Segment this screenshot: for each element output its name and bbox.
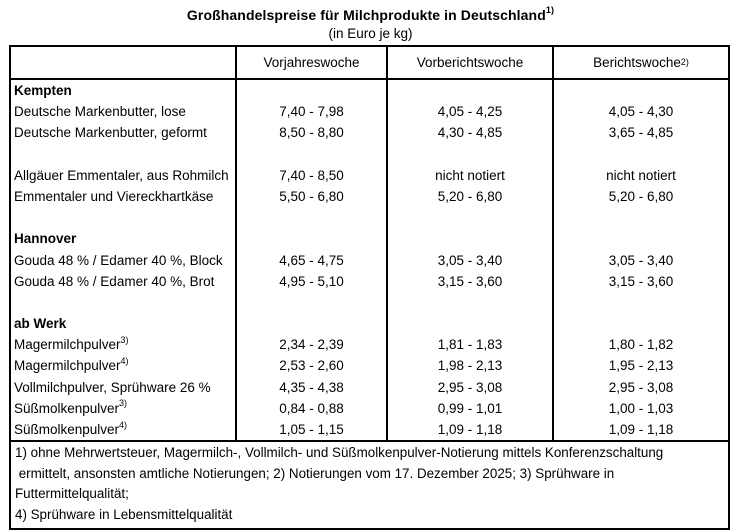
footnote-line: 4) Sprühware in Lebensmittelqualität (15, 506, 233, 522)
row-value (237, 313, 388, 334)
row-value (554, 207, 728, 228)
data-row (11, 122, 728, 143)
row-label (11, 334, 237, 355)
row-value: 0,84 - 0,88 (237, 398, 388, 419)
row-label (11, 250, 237, 271)
row-value (388, 80, 554, 101)
row-value: 1,05 - 1,15 (237, 419, 388, 440)
row-label (11, 228, 237, 249)
price-table (9, 45, 730, 530)
row-value (388, 313, 554, 334)
data-row (11, 377, 728, 398)
footnote-line: ermittelt, ansonsten amtliche Notierungen; 2) Notierungen vom 17. Dezember 2025; 3) Sprühware in Futtermittelqualität; (15, 465, 618, 502)
row-value: 7,40 - 8,50 (237, 165, 388, 186)
row-label (11, 186, 237, 207)
row-label (11, 398, 237, 419)
row-label (11, 101, 237, 122)
row-label (11, 165, 237, 186)
row-value: 1,98 - 2,13 (388, 355, 554, 376)
page-subtitle: (in Euro je kg) (328, 26, 413, 41)
row-value: 2,34 - 2,39 (237, 334, 388, 355)
row-value: 2,53 - 2,60 (237, 355, 388, 376)
footnote-marker: 4) (120, 355, 129, 366)
row-value: 1,80 - 1,82 (608, 337, 674, 353)
spacer-row (11, 292, 728, 313)
row-value: 3,05 - 3,40 (388, 250, 554, 271)
col-header-empty (11, 47, 237, 78)
row-label (11, 80, 237, 101)
row-value: 1,95 - 2,13 (608, 358, 674, 374)
row-label (11, 292, 237, 313)
section-row (11, 228, 728, 249)
data-row (11, 398, 728, 419)
row-label (11, 419, 237, 440)
row-value (388, 228, 554, 249)
table-body (11, 80, 728, 440)
row-value: nicht notiert (606, 167, 676, 183)
col-header-vorberichtswoche: Vorberichtswoche (388, 47, 554, 78)
row-value: 1,09 - 1,18 (388, 419, 554, 440)
row-value (237, 207, 388, 228)
row-label-text: Emmentaler und Viereckhartkäse (14, 188, 214, 204)
row-value: nicht notiert (388, 165, 554, 186)
section-row (11, 80, 728, 101)
row-value: 0,99 - 1,01 (388, 398, 554, 419)
footnote-marker: 4) (119, 419, 128, 430)
row-label (11, 207, 237, 228)
data-row (11, 334, 728, 355)
spacer-row (11, 144, 728, 165)
data-row (11, 271, 728, 292)
col-header-vorjahreswoche: Vorjahreswoche (237, 47, 388, 78)
section-row (11, 313, 728, 334)
row-label (11, 313, 237, 334)
row-value (388, 144, 554, 165)
row-value: 4,30 - 4,85 (388, 122, 554, 143)
page-title-text: Großhandelspreise für Milchprodukte in Deutschland (186, 7, 546, 23)
row-label-text: Süßmolkenpulver (14, 422, 120, 437)
row-value: 4,05 - 4,25 (388, 101, 554, 122)
row-value: 3,15 - 3,60 (388, 271, 554, 292)
row-value: 2,95 - 3,08 (608, 379, 674, 395)
row-value (554, 228, 728, 249)
row-label-text: Süßmolkenpulver (14, 400, 120, 416)
spacer-row (11, 207, 728, 228)
data-row (11, 101, 728, 122)
footnotes (11, 440, 728, 527)
row-value: 2,95 - 3,08 (388, 377, 554, 398)
footnote-marker: 3) (119, 398, 128, 409)
footnote-marker: 3) (120, 334, 129, 345)
row-value: 3,15 - 3,60 (608, 273, 674, 289)
col-header-berichtswoche-text: Berichtswoche (593, 55, 681, 70)
row-value: 1,81 - 1,83 (388, 334, 554, 355)
row-value: 3,05 - 3,40 (608, 252, 674, 268)
col-header-berichtswoche: Berichtswoche $^{2)}$ (593, 55, 689, 70)
row-value (237, 80, 388, 101)
row-value (554, 144, 728, 165)
row-value: 4,95 - 5,10 (237, 271, 388, 292)
row-value (554, 313, 728, 334)
row-label (11, 355, 237, 376)
row-label-text: Gouda 48 % / Edamer 40 %, Brot (14, 273, 215, 289)
row-value: 1,00 - 1,03 (608, 400, 674, 416)
row-label-text: Deutsche Markenbutter, geformt (14, 125, 207, 141)
row-label-text: Magermilchpulver (14, 358, 121, 374)
row-label (11, 144, 237, 165)
row-label (11, 122, 237, 143)
row-label-text: Kempten (14, 83, 72, 98)
data-row (11, 355, 728, 376)
row-value: 5,20 - 6,80 (388, 186, 554, 207)
row-label-text: Allgäuer Emmentaler, aus Rohmilch (14, 167, 229, 183)
page-title (0, 7, 741, 23)
row-label (11, 271, 237, 292)
row-value (554, 292, 728, 313)
row-value: 4,35 - 4,38 (237, 377, 388, 398)
row-value: 4,05 - 4,30 (608, 104, 674, 120)
data-row (11, 186, 728, 207)
row-label-text: Magermilchpulver (14, 337, 121, 353)
row-value (388, 292, 554, 313)
row-value: 4,65 - 4,75 (237, 250, 388, 271)
row-value: 5,50 - 6,80 (237, 186, 388, 207)
row-value: 7,40 - 7,98 (237, 101, 388, 122)
title-footnote-marker: 1) (545, 5, 555, 16)
row-value (237, 144, 388, 165)
row-label-text: Deutsche Markenbutter, lose (14, 104, 186, 120)
row-value: 8,50 - 8,80 (237, 122, 388, 143)
row-value: 3,65 - 4,85 (608, 125, 674, 141)
row-value (554, 80, 728, 101)
row-label-text: Vollmilchpulver, Sprühware 26 % (14, 379, 211, 395)
row-value (237, 228, 388, 249)
row-value: 5,20 - 6,80 (608, 188, 674, 204)
row-label-text: Hannover (14, 231, 77, 247)
row-label (11, 377, 237, 398)
footnote-line: 1) ohne Mehrwertsteuer, Magermilch-, Vollmilch- und Süßmolkenpulver-Notierung mittels Konferenzschaltung (15, 445, 664, 461)
title-block (0, 7, 741, 41)
table-header-row (11, 47, 728, 80)
row-label-text: ab Werk (14, 316, 67, 332)
data-row (11, 250, 728, 271)
row-value (388, 207, 554, 228)
data-row (11, 165, 728, 186)
data-row (11, 419, 728, 440)
row-value: 1,09 - 1,18 (608, 422, 674, 437)
row-value (237, 292, 388, 313)
row-label-text: Gouda 48 % / Edamer 40 %, Block (14, 252, 223, 268)
